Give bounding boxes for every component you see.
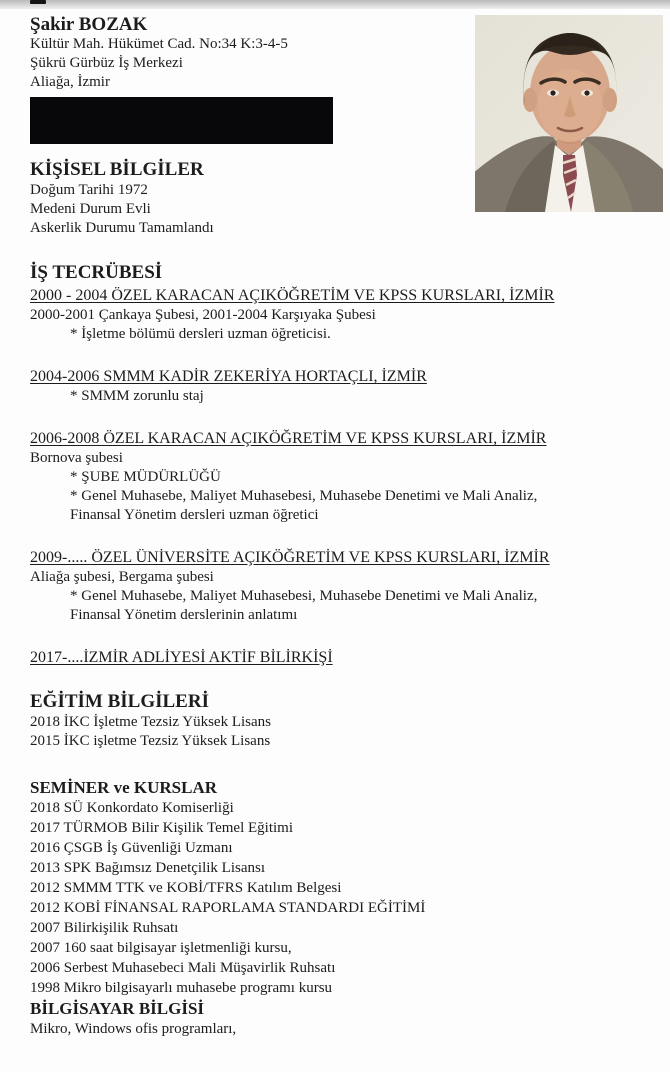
seminar-line: 2007 Bilirkişilik Ruhsatı xyxy=(30,920,179,936)
section-heading-seminars: SEMİNER ve KURSLAR xyxy=(30,778,218,797)
experience-entry xyxy=(30,648,640,668)
experience-entry-title: 2009-..... ÖZEL ÜNİVERSİTE AÇIKÖĞRETİM VE KPSS KURSLARI, İZMİR xyxy=(30,549,550,566)
seminar-line: 1998 Mikro bilgisayarlı muhasebe programı kursu xyxy=(30,980,333,996)
page-edge-mark xyxy=(30,0,46,4)
seminar-line: 2007 160 saat bilgisayar işletmenliği kursu, xyxy=(30,940,292,956)
cv-content xyxy=(30,14,640,1070)
seminars-block xyxy=(30,798,640,998)
section-heading-experience: İŞ TECRÜBESİ xyxy=(30,262,163,283)
experience-entry-detail: * ŞUBE MÜDÜRLÜĞÜ xyxy=(70,469,221,485)
experience-entry-detail: * Genel Muhasebe, Maliyet Muhasebesi, Muhasebe Denetimi ve Mali Analiz, xyxy=(70,488,538,504)
section-heading-personal: KİŞİSEL BİLGİLER xyxy=(30,159,204,180)
experience-entry-title: 2006-2008 ÖZEL KARACAN AÇIKÖĞRETİM VE KPSS KURSLARI, İZMİR xyxy=(30,430,547,447)
experience-entry-title: 2017-....İZMİR ADLİYESİ AKTİF BİLİRKİŞİ xyxy=(30,649,333,666)
seminar-line: 2013 SPK Bağımsız Denetçilik Lisansı xyxy=(30,860,265,876)
address-line: Aliağa, İzmir xyxy=(30,74,110,90)
education-block xyxy=(30,713,640,751)
experience-entry-detail: * İşletme bölümü dersleri uzman öğreticisi. xyxy=(70,326,331,342)
address-line: Kültür Mah. Hükümet Cad. No:34 K:3-4-5 xyxy=(30,36,288,52)
redacted-contact-info xyxy=(30,97,333,144)
personal-info-line: Askerlik Durumu Tamamlandı xyxy=(30,220,214,236)
experience-entry-title: 2004-2006 SMMM KADİR ZEKERİYA HORTAÇLI, İZMİR xyxy=(30,368,427,385)
seminar-line: 2012 KOBİ FİNANSAL RAPORLAMA STANDARDI EĞİTİMİ xyxy=(30,900,426,916)
section-heading-computer: BİLGİSAYAR BİLGİSİ xyxy=(30,999,205,1018)
seminar-line: 2017 TÜRMOB Bilir Kişilik Temel Eğitimi xyxy=(30,820,293,836)
computer-skills-line: Mikro, Windows ofis programları, xyxy=(30,1021,237,1037)
experience-entries xyxy=(30,286,640,668)
education-line: 2015 İKC işletme Tezsiz Yüksek Lisans xyxy=(30,733,271,749)
experience-entry-detail: * Genel Muhasebe, Maliyet Muhasebesi, Muhasebe Denetimi ve Mali Analiz, xyxy=(70,588,538,604)
section-heading-education: EĞİTİM BİLGİLERİ xyxy=(30,691,209,712)
experience-entry-detail: Finansal Yönetim dersleri uzman öğretici xyxy=(70,507,319,523)
page-top-edge xyxy=(0,0,670,9)
experience-entry xyxy=(30,429,640,525)
experience-entry-detail: * SMMM zorunlu staj xyxy=(70,388,204,404)
personal-info-block xyxy=(30,181,640,238)
experience-entry xyxy=(30,548,640,625)
experience-entry xyxy=(30,286,640,344)
address-line: Şükrü Gürbüz İş Merkezi xyxy=(30,55,183,71)
personal-info-line: Doğum Tarihi 1972 xyxy=(30,182,148,198)
address-block xyxy=(30,35,640,92)
seminar-line: 2012 SMMM TTK ve KOBİ/TFRS Katılım Belgesi xyxy=(30,880,342,896)
experience-entry-subline: 2000-2001 Çankaya Şubesi, 2001-2004 Karşıyaka Şubesi xyxy=(30,307,376,323)
experience-entry-subline: Aliağa şubesi, Bergama şubesi xyxy=(30,569,214,585)
bottom-whitespace xyxy=(30,1039,640,1070)
experience-entry xyxy=(30,367,640,406)
education-line: 2018 İKC İşletme Tezsiz Yüksek Lisans xyxy=(30,714,271,730)
seminar-line: 2016 ÇSGB İş Güvenliği Uzmanı xyxy=(30,840,233,856)
personal-info-line: Medeni Durum Evli xyxy=(30,201,151,217)
person-name: Şakir BOZAK xyxy=(30,14,148,35)
experience-entry-title: 2000 - 2004 ÖZEL KARACAN AÇIKÖĞRETİM VE KPSS KURSLARI, İZMİR xyxy=(30,287,555,304)
experience-entry-subline: Bornova şubesi xyxy=(30,450,123,466)
seminar-line: 2006 Serbest Muhasebeci Mali Müşavirlik Ruhsatı xyxy=(30,960,336,976)
seminar-line: 2018 SÜ Konkordato Komiserliği xyxy=(30,800,234,816)
experience-entry-detail: Finansal Yönetim derslerinin anlatımı xyxy=(70,607,298,623)
computer-skills-block xyxy=(30,1020,640,1039)
